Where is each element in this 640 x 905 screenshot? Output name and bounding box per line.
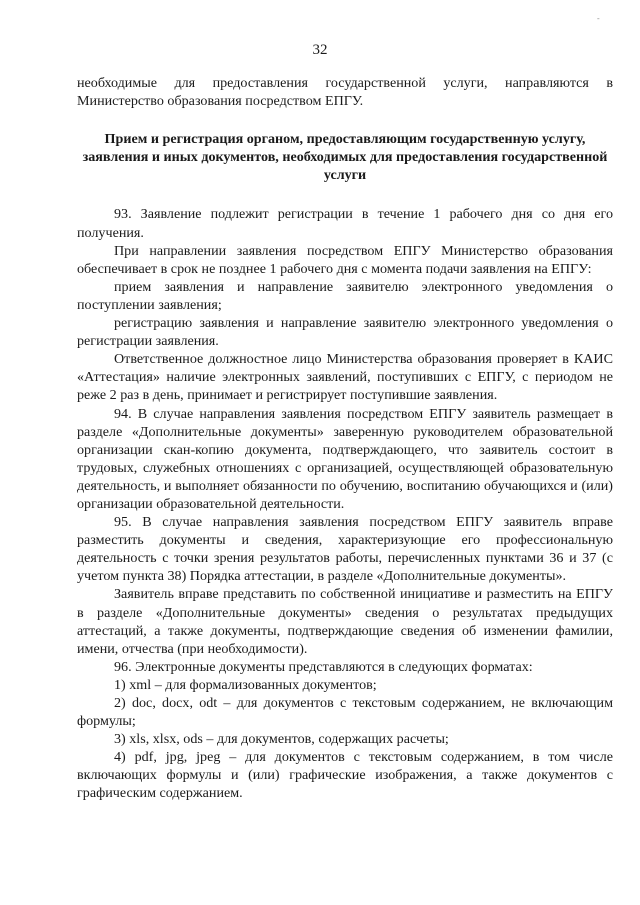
page-number: 32 bbox=[312, 42, 328, 58]
format-item-4: 4) pdf, jpg, jpeg – для документов с текстовым содержанием, в том числе включающих формулы и (или) графические изображения, а также документов с графическим содержанием. bbox=[77, 749, 613, 802]
format-item-1: 1) xml – для формализованных документов; bbox=[114, 676, 377, 693]
page-body bbox=[77, 74, 613, 803]
format-item-2: 2) doc, docx, odt – для документов с текстовым содержанием, не включающим формулы; bbox=[77, 695, 613, 730]
paragraph-93: 93. Заявление подлежит регистрации в течение 1 рабочего дня со дня его получения. bbox=[77, 206, 613, 241]
paragraph-optional-documents: Заявитель вправе представить по собственной инициативе и разместить на ЕПГУ в разделе «Дополнительные документы» сведения о результатах предыдущих аттестаций, а также документы, подтверждающие сведения об изменении фамилии, имени, отчества (при необходимости). bbox=[77, 586, 613, 657]
paragraph-responsible-official: Ответственное должностное лицо Министерства образования проверяет в КАИС «Аттестация» наличие электронных заявлений, поступивших с ЕПГУ, с периодом не реже 2 раз в день, принимает и регистрирует поступившие заявления. bbox=[77, 351, 613, 404]
paragraph-94: 94. В случае направления заявления посредством ЕПГУ заявитель размещает в разделе «Дополнительные документы» заверенную руководителем образовательной организации скан-копию документа, подтверждающего, что заявитель состоит в трудовых, служебных отношениях с организацией, осуществляющей образовательную деятельность, и выполняет обязанности по обучению, воспитанию обучающихся и (или) организации образовательной деятельности. bbox=[77, 405, 613, 512]
corner-mark: - bbox=[597, 14, 600, 23]
paragraph-registration-notification: регистрацию заявления и направление заявителю электронного уведомления о регистрации заявления. bbox=[77, 315, 613, 350]
section-heading: Прием и регистрация органом, предоставляющим государственную услугу, заявления и иных документов, необходимых для предоставления государственной услуги bbox=[82, 131, 608, 184]
paragraph-epgu-registration: При направлении заявления посредством ЕПГУ Министерство образования обеспечивает в срок не позднее 1 рабочего дня с момента подачи заявления на ЕПГУ: bbox=[77, 242, 613, 277]
format-item-3: 3) xls, xlsx, ods – для документов, содержащих расчеты; bbox=[114, 731, 449, 748]
paragraph-96: 96. Электронные документы представляются в следующих форматах: bbox=[114, 658, 533, 675]
intro-paragraph: необходимые для предоставления государственной услуги, направляются в Министерство образования посредством ЕПГУ. bbox=[77, 75, 613, 110]
paragraph-receipt-notification: прием заявления и направление заявителю электронного уведомления о поступлении заявления; bbox=[77, 278, 613, 313]
paragraph-95: 95. В случае направления заявления посредством ЕПГУ заявитель вправе разместить документы и сведения, характеризующие его профессиональную деятельность с точки зрения результатов работы, перечисленных пунктами 36 и 37 (с учетом пункта 38) Порядка аттестации, в разделе «Дополнительные документы». bbox=[77, 514, 613, 585]
